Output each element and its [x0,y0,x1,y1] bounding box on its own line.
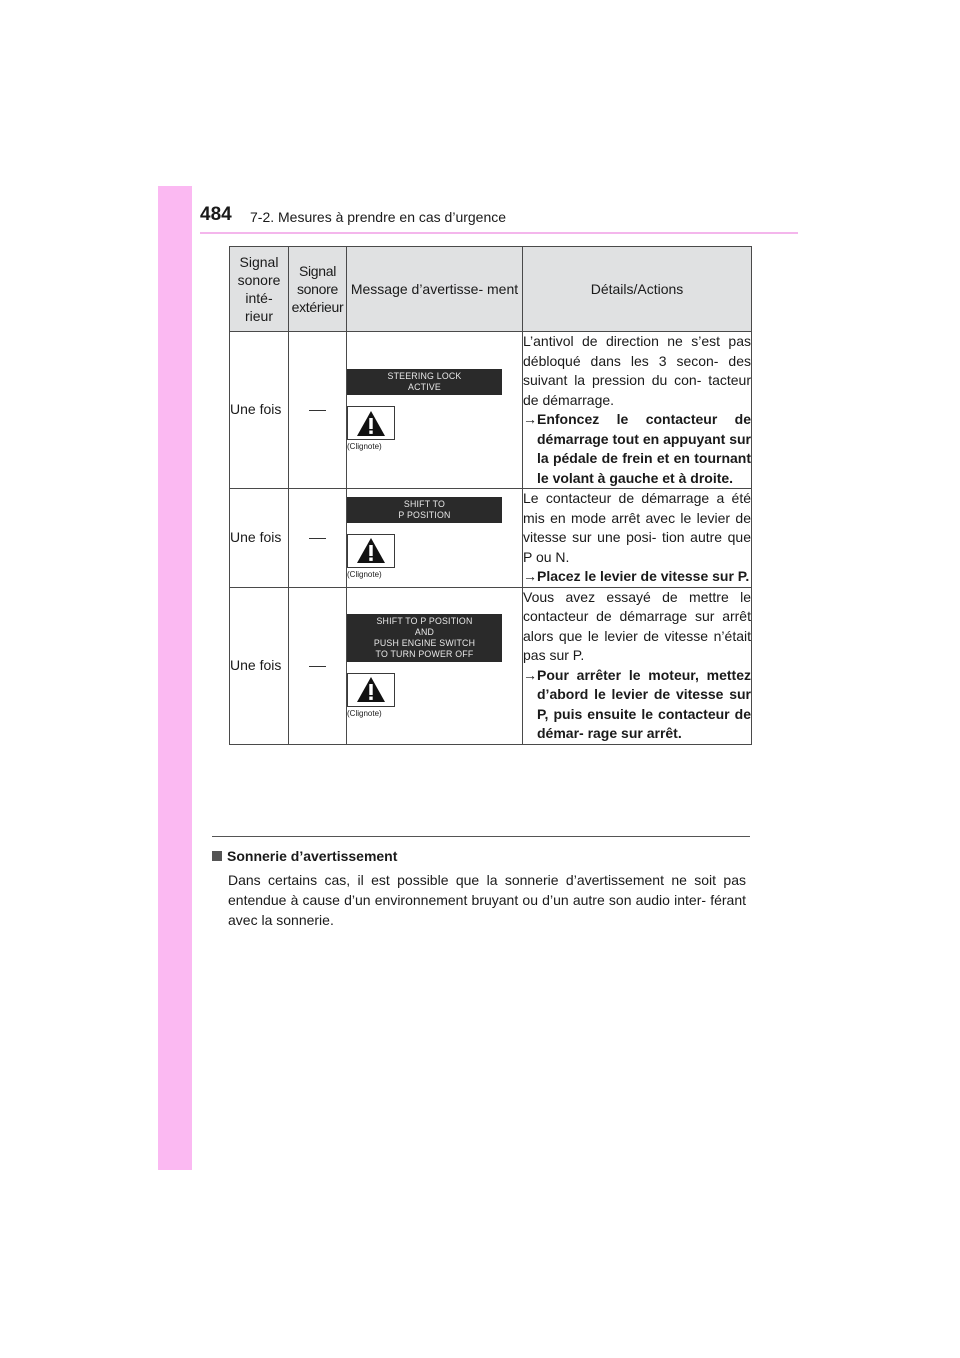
col-header-interior-buzzer: Signal sonore inté- rieur [230,247,289,332]
display-line: SHIFT TO P POSITION [376,615,473,626]
interior-buzzer-cell: Une fois [230,332,289,489]
col-header-exterior-buzzer: Signal sonore extérieur [289,247,347,332]
action-text: Placez le levier de vitesse sur P. [537,568,750,584]
note-body: Dans certains cas, il est possible que la sonnerie d’avertissement ne soit pas entendue à cause d’un environnement bruyant ou d’un autre son audio inter- férant avec la sonnerie. [228,872,746,928]
table-row [230,489,752,588]
header-divider [200,232,798,234]
detail-text: Vous avez essayé de mettre le contacteur de démarrage sur arrêt alors que le levier de vitesse n’était pas sur P. [523,588,751,663]
detail-text: Le contacteur de démarrage a été mis en mode arrêt avec le levier de vitesse sur une posi- tion autre que P ou N. [523,490,751,565]
display-line: AND [414,626,435,637]
display-line: STEERING LOCK [387,371,462,381]
display-message [347,497,502,523]
interior-buzzer-cell: Une fois [230,587,289,744]
blink-label: (Clignote) [347,442,382,451]
details-cell [523,332,752,489]
action-instruction [523,666,751,744]
dash-mark [309,666,326,667]
display-message [347,614,502,662]
warning-table [229,246,752,745]
display-line: PUSH ENGINE SWITCH [373,637,476,648]
arrow-icon: → [523,568,537,584]
arrow-icon: → [523,411,537,427]
arrow-icon: → [523,666,537,683]
interior-buzzer-cell: Une fois [230,489,289,588]
note-title-text: Sonnerie d’avertissement [227,848,398,864]
section-divider [212,836,750,837]
display-line: P POSITION [398,509,451,520]
blink-label: (Clignote) [347,569,382,579]
section-title: 7-2. Mesures à prendre en cas d’urgence [250,209,507,225]
dash-mark [309,410,326,411]
action-text: Pour arrêter le moteur, mettez d’abord le levier de vitesse sur P, puis ensuite le contacteur de démar- rage sur arrêt. [537,666,751,741]
display-message [347,369,502,395]
table-row [230,332,752,489]
exterior-buzzer-cell [289,489,347,588]
message-cell [347,489,523,588]
blink-label: (Clignote) [347,708,382,718]
display-line: SHIFT TO [403,498,446,509]
warning-triangle-icon [347,534,395,568]
action-instruction [523,567,751,587]
warning-triangle-icon [347,406,395,440]
message-cell [347,332,523,489]
square-bullet-icon [212,851,222,861]
warning-triangle-icon [347,673,395,707]
exterior-buzzer-cell [289,587,347,744]
dash-mark [309,538,326,539]
details-cell [523,587,752,744]
page-number: 484 [200,204,232,225]
details-cell [523,489,752,588]
action-text: Enfoncez le contacteur de démarrage tout en appuyant sur la pédale de frein et en tournant le volant à gauche et à droite. [537,411,751,486]
display-line: ACTIVE [408,382,441,392]
note-title [212,848,397,864]
table-header-row [230,247,752,332]
col-header-details: Détails/Actions [523,247,752,332]
display-line: TO TURN POWER OFF [375,648,474,659]
table-row [230,587,752,744]
col-header-message: Message d’avertisse- ment [347,247,523,332]
action-instruction [523,410,751,488]
exterior-buzzer-cell [289,332,347,489]
detail-text: L’antivol de direction ne s’est pas débloqué dans les 3 secon- des suivant la pression du con- tacteur de démarrage. [523,333,751,408]
message-cell [347,587,523,744]
side-tab-band [158,186,192,1170]
